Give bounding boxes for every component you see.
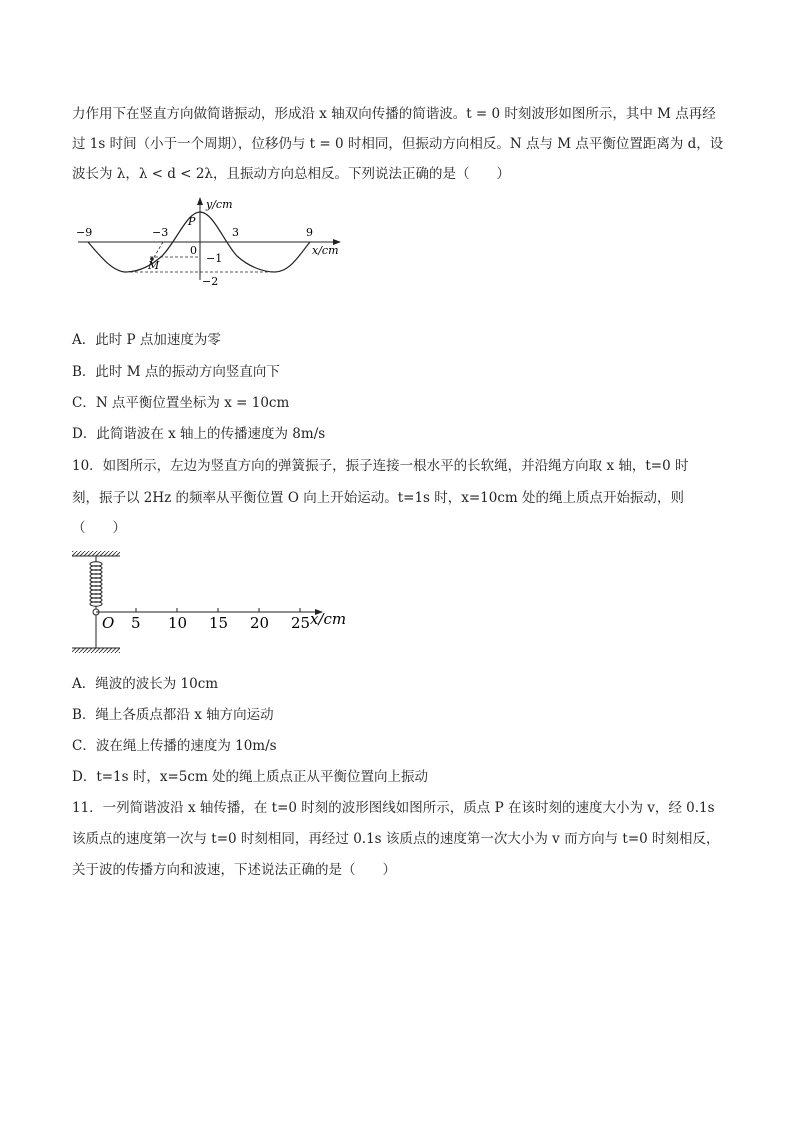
q9-wave-figure — [72, 192, 362, 292]
tick-neg1: −1 — [206, 252, 223, 265]
q10-line-2: 刻，振子以 2Hz 的频率从平衡位置 O 向上开始运动。t=1s 时，x=10cm 处的绳上质点开始振动，则 — [72, 490, 685, 506]
q10-line-1: 10．如图所示，左边为竖直方向的弹簧振子，振子连接一根水平的长软绳，并沿绳方向取 x 轴，t=0 时 — [72, 458, 689, 474]
q9-option-b: B．此时 M 点的振动方向竖直向下 — [72, 364, 280, 380]
q9-option-c: C．N 点平衡位置坐标为 x = 10cm — [72, 395, 290, 411]
q9-line-1: 力作用下在竖直方向做简谐振动，形成沿 x 轴双向传播的简谐波。t = 0 时刻波形如图所示，其中 M 点再经 — [72, 106, 716, 122]
label-M: M — [148, 259, 160, 272]
tick-neg2: −2 — [202, 275, 219, 288]
spring-icon — [90, 556, 102, 610]
q10-option-a: A．绳波的波长为 10cm — [72, 676, 219, 692]
q9-line-2: 过 1s 时间（小于一个周期），位移仍与 t = 0 时相同，但振动方向相反。N 点与 M 点平衡位置距离为 d，设 — [72, 136, 724, 152]
tick-marks — [136, 608, 300, 612]
tick-20: 20 — [250, 614, 270, 632]
q10-option-d: D．t=1s 时，x=5cm 处的绳上质点正从平衡位置向上振动 — [72, 769, 429, 785]
tick-5: 5 — [131, 614, 141, 632]
q9-line-3: 波长为 λ，λ < d < 2λ，且振动方向总相反。下列说法正确的是（ ） — [72, 166, 510, 182]
y-axis-label: y/cm — [206, 198, 233, 211]
tick-25: 25 — [291, 614, 311, 632]
origin-label: O — [102, 614, 115, 632]
ceiling-hatch — [72, 551, 120, 556]
rope-x-axis-label: x/cm — [310, 610, 347, 628]
tick-15: 15 — [209, 614, 229, 632]
tick-0: 0 — [190, 244, 197, 257]
q10-option-c: C．波在绳上传播的速度为 10m/s — [72, 738, 277, 754]
label-P: P — [188, 215, 196, 228]
tick-10: 10 — [168, 614, 188, 632]
tick-neg9: −9 — [76, 226, 93, 239]
tick-3: 3 — [232, 226, 239, 239]
q10-option-b: B．绳上各质点都沿 x 轴方向运动 — [72, 707, 274, 723]
q10-line-3: （ ） — [72, 520, 126, 536]
tick-9: 9 — [306, 226, 313, 239]
q11-line-1: 11．一列简谐波沿 x 轴传播，在 t=0 时刻的波形图线如图所示，质点 P 在该时刻的速度大小为 v，经 0.1s — [72, 800, 715, 816]
q9-option-a: A．此时 P 点加速度为零 — [72, 332, 221, 348]
q11-line-3: 关于波的传播方向和波速，下述说法正确的是（ ） — [72, 862, 396, 878]
tick-neg3: −3 — [152, 226, 169, 239]
x-axis-label: x/cm — [312, 244, 339, 257]
q9-option-d: D．此简谐波在 x 轴上的传播速度为 8m/s — [72, 426, 326, 442]
floor-hatch — [72, 648, 120, 653]
q11-line-2: 该质点的速度第一次与 t=0 时刻相同，再经过 0.1s 该质点的速度第一次大小为 v 而方向与 t=0 时刻相反， — [72, 831, 720, 847]
q10-spring-figure — [72, 548, 362, 658]
